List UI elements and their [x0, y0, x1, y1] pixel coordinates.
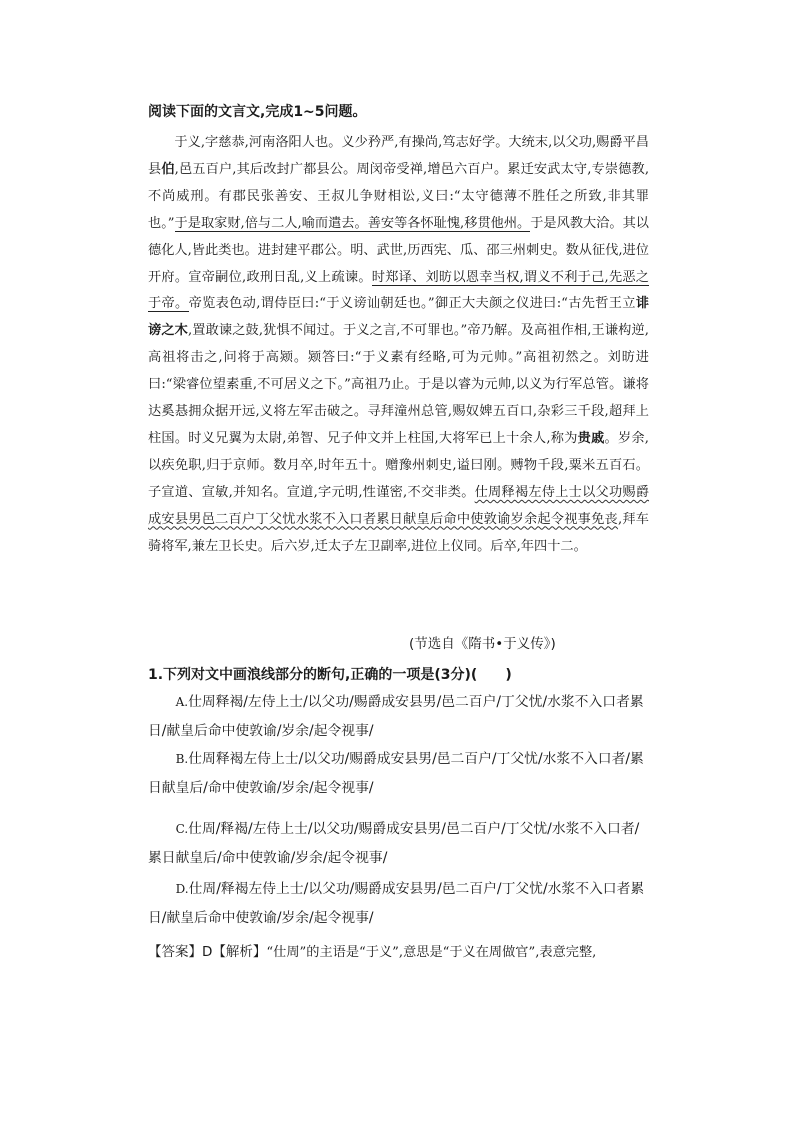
- underlined-sentence-1b: 善安等各怀耻愧,移贯他州。: [367, 215, 531, 231]
- passage-bold-text: 诽谤之木: [148, 296, 650, 339]
- reading-instruction: 阅读下面的文言文,完成1~5问题。: [148, 104, 367, 120]
- passage-text: 于是风教大洽。其以德化人,皆此类也。进封建平郡公。明、武世,历西宪、瓜、邵三州刺史。数从征伐,进位开府。宣帝嗣位,政刑日乱,义上疏谏。: [148, 215, 649, 285]
- option-b: [148, 745, 649, 802]
- classical-passage: [148, 130, 649, 561]
- passage-text: 于义,字慈恭,河南洛阳人也。义少矜严,有操尚,笃志好学。大统末,以父功,赐爵平昌县: [148, 135, 649, 177]
- option-text: 仕周/释褐左侍上士/以父功/赐爵成安县男/邑二百户/丁父忧/水浆不入口者累日/献皇后命中使敦谕/岁余/起令视事/: [148, 881, 645, 926]
- option-label: C.: [175, 822, 189, 836]
- question-1-title: 1.下列对文中画浪线部分的断句,正确的一项是(3分)( ): [148, 667, 512, 683]
- analysis-text: “仕周”的主语是“于义”,意思是“于义在周做官”,表意完整,: [266, 945, 597, 960]
- wavy-underlined-segment: 仕周释褐左侍上士以父功赐爵成安县男邑二百户丁父忧水浆不入口者累日献皇后命中使敦谕岁余起令视事免丧: [148, 484, 650, 527]
- passage-text: 帝览表色动,谓侍臣曰:“于义谤讪朝廷也。”御正大夫颜之仪进曰:“古先哲王立: [188, 296, 636, 312]
- option-text: 仕周释褐左侍上士/以父功/赐爵成安县男/邑二百户/丁父忧/水浆不入口者/累日献皇后/命中使敦谕/岁余/起令视事/: [148, 751, 644, 796]
- option-d: [148, 875, 649, 932]
- option-label: B.: [175, 752, 189, 766]
- passage-bold-text: 贵戚: [577, 430, 605, 446]
- passage-text: ,拜车骑将军,兼左卫长史。后六岁,迁太子左卫副率,进位上仪同。后卒,年四十二。: [148, 511, 649, 554]
- underlined-sentence-2: 时郑译、刘昉以恩幸当权,谓义不利于己,先恶之于帝。: [148, 269, 649, 312]
- option-text: 仕周/释褐/左侍上士/以父功/赐爵成安县男/邑二百户/丁父忧/水浆不入口者/累日献皇后/命中使敦谕/岁余/起令视事/: [148, 821, 640, 866]
- answer-letter: D: [202, 944, 213, 960]
- source-citation: (节选自《隋书•于义传》): [409, 636, 556, 652]
- answer-explanation: [148, 942, 658, 963]
- option-label: A.: [175, 695, 189, 709]
- option-c: [148, 815, 649, 872]
- option-text: 仕周释褐/左侍上士/以父功/赐爵成安县男/邑二百户/丁父忧/水浆不入口者累日/献皇后命中使敦谕/岁余/起令视事/: [148, 694, 644, 739]
- option-label: D.: [175, 882, 189, 896]
- passage-text: ,置敢谏之鼓,犹惧不闻过。于义之言,不可罪也。”帝乃解。及高祖作相,王谦构逆,高祖将击之,问将于高颎。颎答曰:“于义素有经略,可为元帅。”高祖初然之。刘昉进曰:“梁睿位望素重,不可居义之下。”高祖乃止。于是以睿为元帅,以义为行军总管。谦将达奚惎拥众据开远,义将左军击破之。寻拜潼州总管,赐奴婢五百口,杂彩三千段,超拜上柱国。时义兄翼为太尉,弟智、兄子仲文并上柱国,大将军已上十余人,称为: [148, 323, 650, 446]
- passage-bold-text: 伯: [161, 161, 175, 177]
- option-a: [148, 688, 649, 745]
- answer-tag: 【答案】: [148, 944, 202, 960]
- passage-text: ,邑五百户,其后改封广都县公。周闵帝受禅,增邑六百户。累迁安武太守,专崇德教,不尚威刑。有郡民张善安、王叔儿争财相讼,义曰:“太守德薄不胜任之所致,非其罪也。”: [148, 161, 650, 231]
- passage-text: 。岁余,以疾免职,归于京师。数月卒,时年五十。赠豫州刺史,谥曰刚。赙物千段,粟米五百石。子宣道、宣敏,并知名。宣道,字元明,性谨密,不交非类。: [148, 430, 649, 500]
- analysis-tag: 【解析】: [212, 944, 267, 960]
- underlined-sentence-1: 于是取家财,倍与二人,喻而遣去。: [174, 215, 368, 231]
